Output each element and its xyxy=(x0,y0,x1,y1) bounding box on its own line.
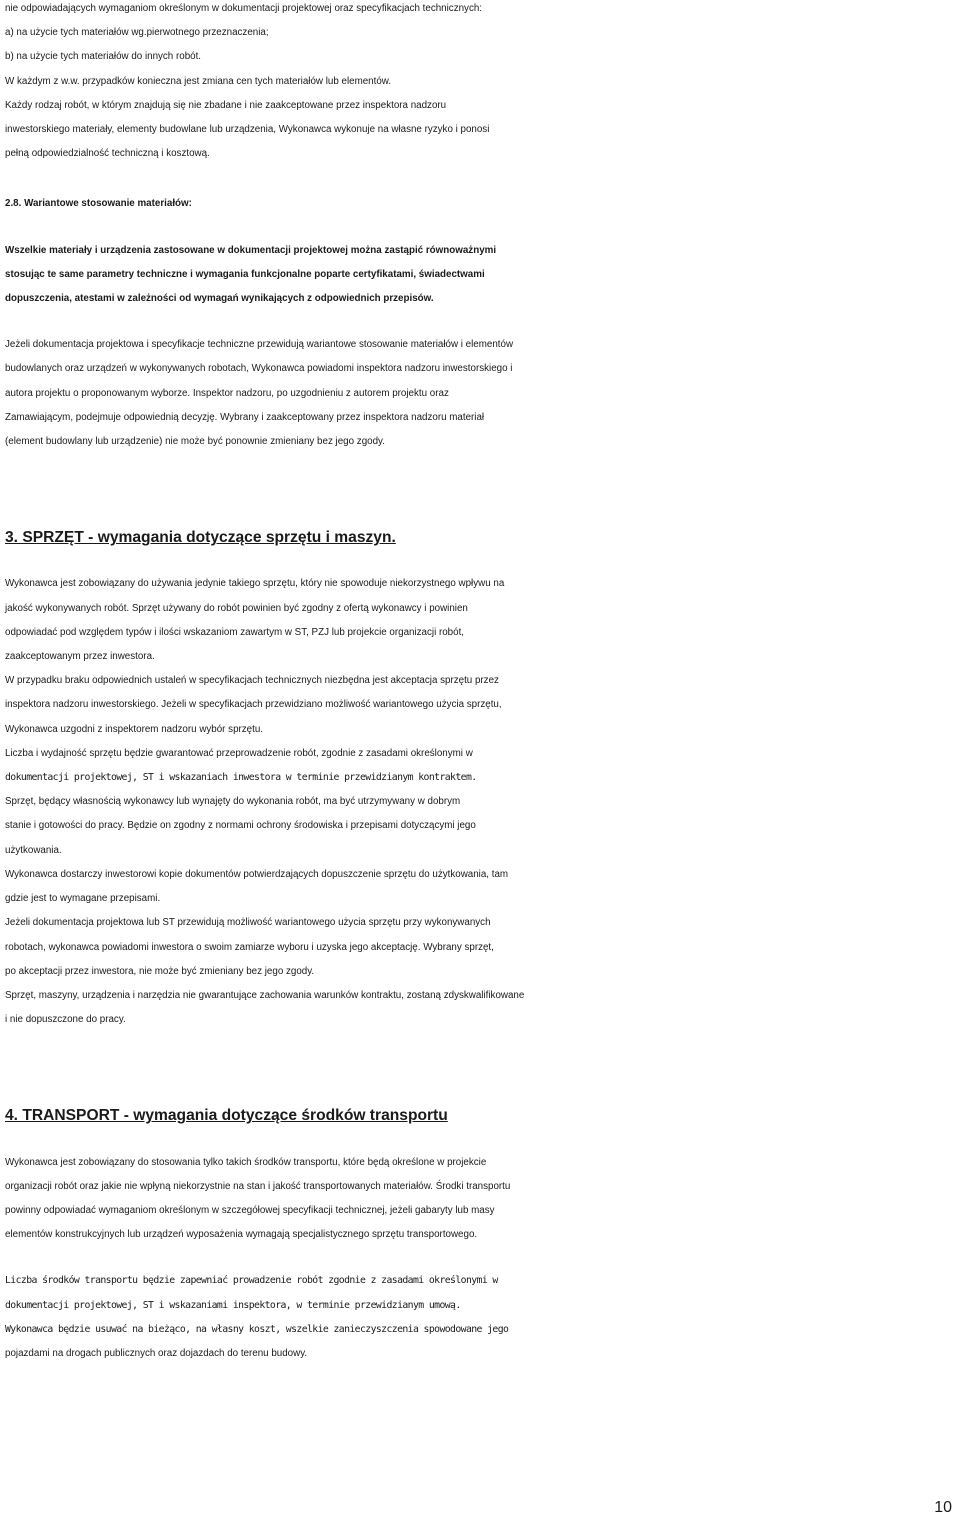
text-line: zaakceptowanym przez inwestora. xyxy=(5,651,155,663)
text-line: Zamawiającym, podejmuje odpowiednią decyzję. Wybrany i zaakceptowany przez inspektora nadzoru materiał xyxy=(5,411,485,423)
text-line: robotach, wykonawca powiadomi inwestora o swoim zamiarze wyboru i uzyska jego akceptację. Wybrany sprzęt, xyxy=(5,941,494,953)
text-line: dopuszczenia, atestami w zależności od wymagań wynikających z odpowiednich przepisów. xyxy=(5,293,434,305)
text-line: dokumentacji projektowej, ST i wskazaniach inwestora w terminie przewidzianym kontraktem. xyxy=(5,772,477,784)
section-3 xyxy=(5,526,957,1032)
text-line: Jeżeli dokumentacja projektowa i specyfikacje techniczne przewidują wariantowe stosowanie materiałów i elementów xyxy=(5,339,514,351)
text-line: nie odpowiadających wymaganiom określonym w dokumentacji projektowej oraz specyfikacjach technicznych: xyxy=(5,3,483,14)
document-page xyxy=(5,0,957,1366)
text-line: pojazdami na drogach publicznych oraz dojazdach do terenu budowy. xyxy=(5,1347,308,1359)
text-line: Wykonawca uzgodni z inspektorem nadzoru wybór sprzętu. xyxy=(5,723,264,735)
text-line: budowlanych oraz urządzeń w wykonywanych robotach, Wykonawca powiadomi inspektora nadzoru inwestorskiego i xyxy=(5,363,513,375)
text-line: stanie i gotowości do pracy. Będzie on zgodny z normami ochrony środowiska i przepisami dotyczącymi jego xyxy=(5,820,476,832)
list-item-a: a) na użycie tych materiałów wg.pierwotnego przeznaczenia; xyxy=(5,27,269,39)
text-line: Sprzęt, będący własnością wykonawcy lub wynajęty do wykonania robót, ma być utrzymywany w dobrym xyxy=(5,796,461,808)
section-heading: 4. TRANSPORT - wymagania dotyczące środków transportu xyxy=(5,1107,448,1125)
text-line: dokumentacji projektowej, ST i wskazaniami inspektora, w terminie przewidzianym umową. xyxy=(5,1299,461,1311)
text-line: Każdy rodzaj robót, w którym znajdują się nie zbadane i nie zaakceptowane przez inspektora nadzoru xyxy=(5,99,447,111)
text-line: organizacji robót oraz jakie nie wpłyną niekorzystnie na stan i jakość transportowanych materiałów. Środki transportu xyxy=(5,1180,511,1192)
text-line: Liczba środków transportu będzie zapewniać prowadzenie robót zgodnie z zasadami określonymi w xyxy=(5,1275,498,1287)
text-line: Wykonawca będzie usuwać na bieżąco, na własny koszt, wszelkie zanieczyszczenia spowodowane jego xyxy=(5,1323,509,1335)
text-line: pełną odpowiedzialność techniczną i kosztową. xyxy=(5,148,210,160)
text-line: Wykonawca jest zobowiązany do używania jedynie takiego sprzętu, który nie spowoduje niekorzystnego wpływu na xyxy=(5,578,505,590)
text-line: jakość wykonywanych robót. Sprzęt używany do robót powinien być zgodny z ofertą wykonawcy i powinien xyxy=(5,602,468,614)
text-line: autora projektu o proponowanym wyborze. Inspektor nadzoru, po uzgodnieniu z autorem projektu oraz xyxy=(5,387,449,399)
section-2-8 xyxy=(5,192,957,454)
text-line: Sprzęt, maszyny, urządzenia i narzędzia nie gwarantujące zachowania warunków kontraktu, zostaną zdyskwalifikowane xyxy=(5,989,525,1001)
section-heading: 3. SPRZĘT - wymagania dotyczące sprzętu i maszyn. xyxy=(5,529,396,547)
text-line: Wykonawca dostarczy inwestorowi kopie dokumentów potwierdzających dopuszczenie sprzętu do użytkowania, tam xyxy=(5,868,509,880)
text-line: Jeżeli dokumentacja projektowa lub ST przewidują możliwość wariantowego użycia sprzętu przy wykonywanych xyxy=(5,917,491,929)
text-line: W przypadku braku odpowiednich ustaleń w specyfikacjach technicznych niezbędna jest akceptacja sprzętu przez xyxy=(5,675,499,687)
section-heading: 2.8. Wariantowe stosowanie materiałów: xyxy=(5,198,192,210)
text-line: Wszelkie materiały i urządzenia zastosowane w dokumentacji projektowej można zastąpić równoważnymi xyxy=(5,244,497,256)
text-line: stosując te same parametry techniczne i wymagania funkcjonalne poparte certyfikatami, świadectwami xyxy=(5,268,485,280)
text-line: Wykonawca jest zobowiązany do stosowania tylko takich środków transportu, które będą określone w projekcie xyxy=(5,1156,487,1168)
text-line: inwestorskiego materiały, elementy budowlane lub urządzenia, Wykonawca wykonuje na własne ryzyko i ponosi xyxy=(5,124,490,136)
text-line: odpowiadać pod względem typów i ilości wskazaniom zawartym w ST, PZJ lub projekcie organizacji robót, xyxy=(5,626,465,638)
text-line: i nie dopuszczone do pracy. xyxy=(5,1014,126,1026)
text-line: Liczba i wydajność sprzętu będzie gwarantować przeprowadzenie robót, zgodnie z zasadami określonymi w xyxy=(5,747,473,759)
page-number: 10 xyxy=(934,1498,952,1516)
text-line: (element budowlany lub urządzenie) nie może być ponownie zmieniany bez jego zgody. xyxy=(5,436,385,448)
list-item-b: b) na użycie tych materiałów do innych robót. xyxy=(5,51,202,63)
text-line: gdzie jest to wymagane przepisami. xyxy=(5,893,161,905)
text-line: użytkowania. xyxy=(5,844,62,856)
text-line: powinny odpowiadać wymaganiom określonym w szczegółowej specyfikacji technicznej, jeżeli gabaryty lub masy xyxy=(5,1204,495,1216)
text-line: inspektora nadzoru inwestorskiego. Jeżeli w specyfikacjach przewidziano możliwość wariantowego użycia sprzętu, xyxy=(5,699,502,711)
text-line: W każdym z w.w. przypadków konieczna jest zmiana cen tych materiałów lub elementów. xyxy=(5,75,392,87)
section-4 xyxy=(5,1104,957,1366)
text-line: elementów konstrukcyjnych lub urządzeń wyposażenia wymagają specjalistycznego sprzętu transportowego. xyxy=(5,1229,478,1241)
text-line: po akceptacji przez inwestora, nie może być zmieniany bez jego zgody. xyxy=(5,965,315,977)
intro-paragraph xyxy=(5,0,957,166)
